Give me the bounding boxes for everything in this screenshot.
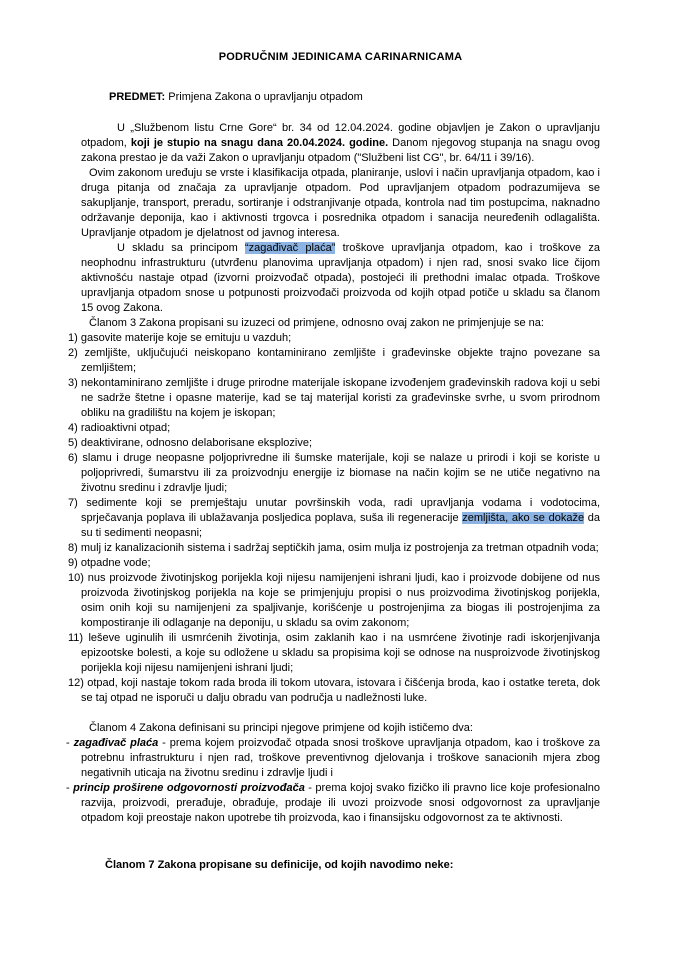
exclusion-item-8 — [68, 541, 600, 556]
dash-bullet: - — [66, 737, 70, 749]
text-run: U „Službenom listu Crne Gore“ br. 34 od 12.04.2024. godine objavljen je Zakon o upravljanju otpadom, — [81, 122, 600, 149]
item-number: 9) — [68, 557, 78, 569]
principle-item-2 — [66, 781, 601, 826]
principle-text: - prema kojoj svako fizičko ili pravno lice koje profesionalno razvija, proizvodi, prerađuje, obrađuje, prodaje ili uvozi proizvode snosi odgovornost za upravljanje otpadom koji preostaje nakon upotrebe tih proizvoda, kao i finansijsku odgovornost za te aktivnosti. — [81, 782, 601, 824]
text-run: Danom njegovog stupanja na snagu ovog zakona prestao je da važi Zakon o upravljanju otpadom ("Službeni list CG", br. 64/11 i 39/16). — [81, 137, 600, 164]
principle-term: zagađivač plaća — [73, 737, 159, 749]
paragraph-law-published — [81, 121, 600, 166]
subject-text: Primjena Zakona o upravljanju otpadom — [168, 91, 363, 103]
paragraph-law-scope: Ovim zakonom uređuju se vrste i klasifikacija otpada, planiranje, uslovi i način upravljanja otpadom, kao i druga pitanja od značaja za upravljanje otpadom. Pod upravljanjem otpadom podrazumijeva se sakupljanje, transport, preradu, sortiranje i odstranjivanje otpada, kontrola nad tim postupcima, naknadno održavanje deponija, kao i aktivnosti trgovca i posrednika otpadom i sanacija neuređenih odlagališta. Upravljanje otpadom je djelatnost od javnog interesa. — [81, 167, 600, 239]
text-run: U skladu sa principom — [117, 242, 245, 254]
item-text: gasovite materije koje se emituju u vazduh; — [80, 332, 292, 344]
exclusion-item-7 — [68, 496, 601, 541]
item-text: sedimente koji se premještaju unutar površinskih voda, radi upravljanja vodama i vodotocima, sprječavanja poplava ili ublažavanja posljedica poplava, suša ili regeneracije — [81, 497, 600, 524]
article7-heading: Članom 7 Zakona propisane su definicije, od kojih navodimo neke: — [105, 859, 454, 871]
principle-text: - prema kojem proizvođač otpada snosi troškove upravljanja otpadom, kao i troškove za potrebnu infrastrukturu i njen rad, troškove preventivnog djelovanja i troškove sanacionih mjera zbog negativnih uticaja na životnu sredinu i zdravlje ljudi i — [81, 737, 600, 779]
highlighted-text: “zagađivač plaća” — [244, 242, 336, 254]
paragraph-polluter-pays — [81, 241, 600, 316]
item-number: 8) — [68, 542, 78, 554]
item-number: 3) — [68, 377, 78, 389]
text-run: troškove upravljanja otpadom, kao i troškove za neophodnu infrastrukturu (utvrđenu planovima upravljanja otpadom) i njen rad, snosi svako lice čijom aktivnošću nastaje otpad (izvorni proizvođač otpada), postojeći ili prethodni imalac otpada. Troškove upravljanja otpadom snose u potpunosti proizvođači proizvoda od kojih otpad potiče u skladu sa članom 15 ovog Zakona. — [81, 242, 600, 314]
exclusion-item-1 — [68, 331, 600, 346]
principle-term: princip proširene odgovornosti proizvođača — [73, 782, 305, 794]
article3-intro: Članom 3 Zakona propisani su izuzeci od primjene, odnosno ovaj zakon ne primjenjuje se na: — [89, 317, 544, 329]
item-text: otpad, koji nastaje tokom rada broda ili tokom utovara, istovara i čišćenja broda, kao i ostatke tereta, dok se taj otpad ne isporuči u dalju obradu van područja u nadležnosti luke. — [81, 677, 601, 704]
item-text: nus proizvode životinjskog porijekla koji nijesu namijenjeni ishrani ljudi, kao i proizvode dobijene od nus proizvoda životinjskog porijekla na koje se primjenjuju propisi o nus proizvodima životinjskog porijekla, osim onih koji su namijenjeni za spaljivanje, korišćenje u postrojenjima za biogas ili postrojenjima za kompostiranje ili odlaganje na deponiju, u skladu sa ovim zakonom; — [81, 572, 600, 629]
item-number: 11) — [68, 632, 84, 644]
item-text: leševe uginulih ili usmrćenih životinja, osim zaklanih kao i na usmrćene životinje radi iskorjenjivanja epizootske bolesti, a koje su odložene u skladu sa propisima koji se odnose na nusproizvode životinjskog porijekla koji nijesu namijenjeni ishrani ljudi; — [81, 632, 600, 674]
item-text: radioaktivni otpad; — [80, 422, 171, 434]
exclusion-item-6 — [68, 451, 600, 496]
article4-intro: Članom 4 Zakona definisani su principi njegove primjene od kojih ističemo dva: — [89, 722, 473, 734]
item-number: 2) — [68, 347, 78, 359]
item-number: 12) — [68, 677, 84, 689]
item-number: 5) — [68, 437, 78, 449]
dash-bullet: - — [66, 782, 70, 794]
item-number: 6) — [68, 452, 78, 464]
item-text: mulj iz kanalizacionih sistema i sadržaj septičkih jama, osim mulja iz postrojenja za tretman otpadnih voda; — [80, 542, 599, 554]
exclusion-item-2 — [68, 346, 600, 376]
subject-label: PREDMET: — [109, 91, 166, 103]
subject-line — [109, 90, 600, 105]
item-number: 1) — [68, 332, 78, 344]
item-text: otpadne vode; — [80, 557, 151, 569]
item-number: 4) — [68, 422, 78, 434]
document-heading: PODRUČNIM JEDINICAMA CARINARNICAMA — [218, 51, 463, 63]
exclusion-item-11 — [68, 631, 600, 676]
item-text: zemljište, uključujući neiskopano kontaminirano zemljište i građevinske objekte trajno povezane sa zemljištem; — [81, 347, 600, 374]
item-text: deaktivirane, odnosno delaborisane eksplozive; — [80, 437, 312, 449]
exclusion-item-5 — [68, 436, 600, 451]
item-text: da su ti sedimenti neopasni; — [81, 512, 601, 539]
item-number: 7) — [68, 497, 78, 509]
principle-item-1 — [66, 736, 600, 781]
highlighted-text: zemljišta, ako se dokaže — [462, 512, 585, 524]
item-text: nekontaminirano zemljište i druge prirodne materijale iskopane izvođenjem građevinskih radova koji u sebi ne sadrže štetne i opasne materije, kad se taj materijal koristi za građevinske svrhe, u svom prirodnom obliku na gradilištu na kojem je iskopan; — [80, 377, 600, 419]
item-number: 10) — [68, 572, 84, 584]
item-text: slamu i druge neopasne poljoprivredne ili šumske materijale, koji se nalaze u prirodi i koji se koriste u poljoprivredi, šumarstvu ili za proizvodnju energije iz biomase na način kojim se ne utiče negativno na životnu sredinu i zdravlje ljudi; — [81, 452, 600, 494]
exclusion-item-12 — [68, 676, 601, 706]
text-run-bold: koji je stupio na snagu dana 20.04.2024. godine. — [130, 137, 389, 149]
exclusion-item-4 — [68, 421, 600, 436]
exclusion-item-10 — [68, 571, 600, 631]
exclusion-item-9 — [68, 556, 600, 571]
exclusion-item-3 — [68, 376, 600, 421]
